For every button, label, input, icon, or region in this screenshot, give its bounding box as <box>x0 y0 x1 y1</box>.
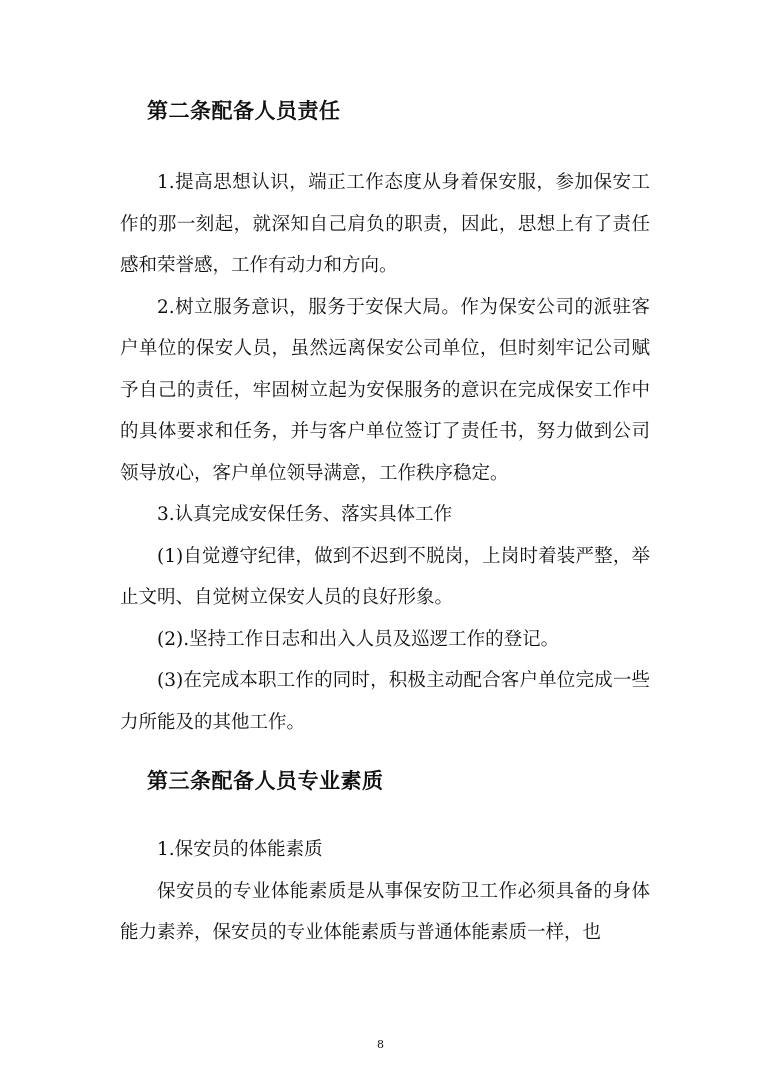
section-heading-professional-quality: 第三条配备人员专业素质 <box>147 768 384 793</box>
page-number: 8 <box>377 1038 384 1051</box>
paragraph-raise-awareness: 1.提高思想认识，端正工作态度从身着保安服，参加保安工作的那一刻起，就深知自己肩负的职责，因此，思想上有了责任感和荣誉感，工作有动力和方向。 <box>120 172 650 276</box>
section-heading-responsibility: 第二条配备人员责任 <box>147 98 341 123</box>
paragraph-cooperate: (3)在完成本职工作的同时，积极主动配合客户单位完成一些力所能及的其他工作。 <box>120 670 650 733</box>
paragraph-physical-quality-body: 保安员的专业体能素质是从事保安防卫工作必须具备的身体能力素养，保安员的专业体能素质与普通体能素质一样，也 <box>120 880 650 943</box>
paragraph-physical-quality-title: 1.保安员的体能素质 <box>157 839 323 860</box>
paragraph-complete-tasks: 3.认真完成安保任务、落实具体工作 <box>157 504 453 525</box>
paragraph-work-log: (2).坚持工作日志和出入人员及巡逻工作的登记。 <box>157 628 560 650</box>
paragraph-discipline: (1)自觉遵守纪律，做到不迟到不脱岗，上岗时着装严整，举止文明、自觉树立保安人员的良好形象。 <box>120 545 650 608</box>
section-body-responsibility <box>120 162 650 743</box>
section-body-professional-quality <box>120 829 650 954</box>
paragraph-service-awareness: 2.树立服务意识，服务于安保大局。作为保安公司的派驻客户单位的保安人员，虽然远离保安公司单位，但时刻牢记公司赋予自己的责任，牢固树立起为安保服务的意识在完成保安工作中的具体要求和任务，并与客户单位签订了责任书，努力做到公司领导放心，客户单位领导满意，工作秩序稳定。 <box>120 296 650 484</box>
